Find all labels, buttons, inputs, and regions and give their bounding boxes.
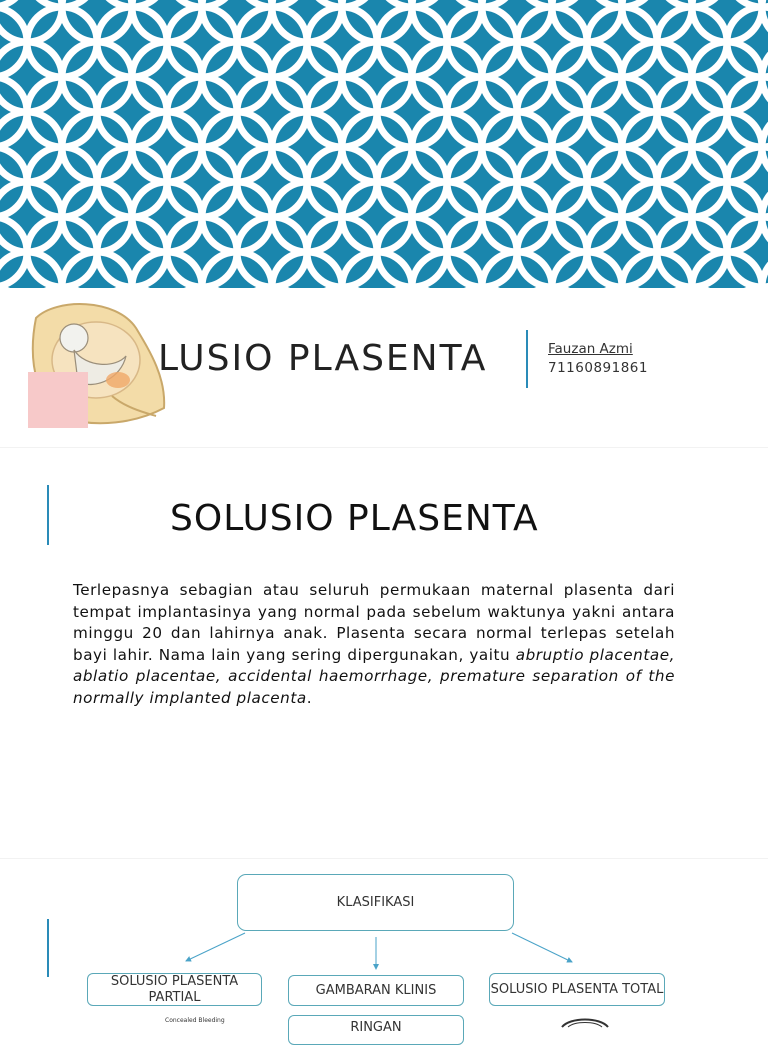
student-id: 71160891861 bbox=[548, 360, 648, 376]
placenta-diagram-icon bbox=[560, 1015, 610, 1027]
accent-bar bbox=[47, 919, 49, 977]
title-divider bbox=[526, 330, 528, 388]
geometric-pattern-banner bbox=[0, 0, 768, 288]
definition-slide bbox=[0, 447, 768, 857]
concealed-bleeding-label: Concealed Bleeding bbox=[165, 1017, 225, 1024]
definition-synonyms: abruptio placentae, ablatio placentae, accidental haemorrhage, premature separation of the normally implanted placenta bbox=[73, 645, 675, 707]
connector-partial bbox=[186, 933, 245, 961]
diagram-node-partial: SOLUSIO PLASENTA PARTIAL bbox=[87, 973, 262, 1006]
connector-total bbox=[512, 933, 572, 962]
author-name[interactable]: Fauzan Azmi bbox=[548, 341, 633, 357]
classification-slide bbox=[0, 858, 768, 1035]
definition-end: . bbox=[306, 688, 313, 707]
diagram-node-total: SOLUSIO PLASENTA TOTAL bbox=[489, 973, 665, 1006]
diagram-node-klasifikasi: KLASIFIKASI bbox=[237, 874, 514, 931]
definition-text: Terlepasnya sebagian atau seluruh permukaan maternal plasenta dari tempat implantasinya yang normal pada sebelum waktunya yakni antara minggu 20 dan lahirnya anak. Plasenta secara normal terlepas setelah bayi lahir. Nama lain yang sering dipergunakan, yaitu bbox=[73, 581, 675, 664]
diagram-node-ringan: RINGAN bbox=[288, 1015, 464, 1045]
title-slide-heading: LUSIO PLASENTA bbox=[158, 338, 488, 379]
definition-heading: SOLUSIO PLASENTA bbox=[170, 498, 539, 539]
pregnancy-illustration-icon bbox=[26, 298, 168, 430]
title-slide bbox=[0, 0, 768, 445]
diagram-node-gambaran-klinis: GAMBARAN KLINIS bbox=[288, 975, 464, 1006]
definition-paragraph bbox=[73, 580, 675, 710]
accent-bar bbox=[47, 485, 49, 545]
